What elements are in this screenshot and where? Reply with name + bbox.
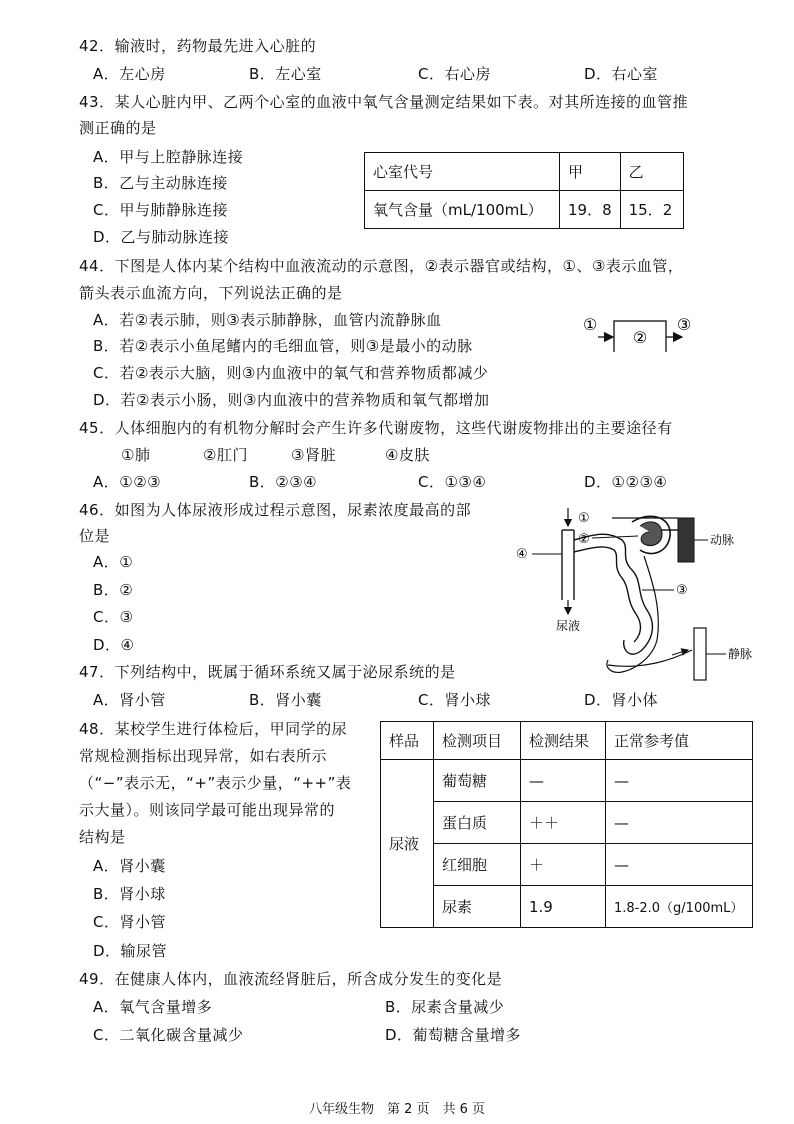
q45-option-a: A．①②③ <box>93 473 162 491</box>
q43-option-d: D．乙与肺动脉连接 <box>93 228 230 246</box>
renal-tubule <box>574 534 652 654</box>
q47-option-c: C．肾小球 <box>418 691 491 709</box>
q42-option-b: B．左心室 <box>249 65 322 83</box>
diagram-label-4: ④ <box>516 547 528 562</box>
q48-row-item: 红细胞 <box>434 844 521 886</box>
diagram-label-1: ① <box>578 511 590 526</box>
q48-option-d: D．输尿管 <box>93 942 168 960</box>
q42-option-a: A．左心房 <box>93 65 166 83</box>
q48-sample-urine: 尿液 <box>381 760 434 928</box>
vein-label: 静脉 <box>728 647 753 661</box>
q48-row-result: — <box>521 760 606 802</box>
q43-oxygen-table <box>364 152 684 229</box>
q43-option-c: C．甲与肺静脉连接 <box>93 201 228 219</box>
q46-option-c: C．③ <box>93 608 134 626</box>
q45-option-c: C．①③④ <box>418 473 487 491</box>
q49-stem: 49．在健康人体内，血液流经肾脏后，所含成分发生的变化是 <box>79 970 503 988</box>
artery-vessel <box>678 518 694 562</box>
q44-option-a: A．若②表示肺，则③表示肺静脉，血管内流静脉血 <box>93 311 442 329</box>
q48-stem-line2: 常规检测指标出现异常，如右表所示 <box>79 747 328 765</box>
q46-nephron-diagram <box>512 500 772 690</box>
q46-stem-line2: 位是 <box>79 527 111 545</box>
q44-option-d: D．若②表示小肠，则③内血液中的营养物质和氧气都增加 <box>93 391 490 409</box>
q45-item-lung: ①肺 <box>121 446 151 464</box>
renal-tubule-inner <box>574 547 640 642</box>
q44-stem-line1: 44．下图是人体内某个结构中血液流动的示意图，②表示器官或结构，①、③表示血管， <box>79 257 684 275</box>
q43-option-b: B．乙与主动脉连接 <box>93 174 228 192</box>
q43-option-a: A．甲与上腔静脉连接 <box>93 148 244 166</box>
q49-option-a: A．氧气含量增多 <box>93 998 213 1016</box>
q49-option-c: C．二氧化碳含量减少 <box>93 1026 244 1044</box>
q44-label-3: ③ <box>676 315 692 334</box>
q42-option-c: C．右心房 <box>418 65 491 83</box>
q48-row-item: 蛋白质 <box>434 802 521 844</box>
q44-option-c: C．若②表示大脑，则③内血液中的氧气和营养物质都减少 <box>93 364 489 382</box>
artery-label: 动脉 <box>710 533 735 547</box>
q46-stem-line1: 46．如图为人体尿液形成过程示意图，尿素浓度最高的部 <box>79 501 472 519</box>
q42-option-d: D．右心室 <box>584 65 659 83</box>
q48-row-item: 葡萄糖 <box>434 760 521 802</box>
q48-row-result: 1.9 <box>521 886 606 928</box>
q48-header-result: 检测结果 <box>521 722 606 760</box>
q47-option-b: B．肾小囊 <box>249 691 322 709</box>
q48-stem-line4: 示大量）。则该同学最可能出现异常的 <box>79 801 336 819</box>
q43-value-jia: 19．8 <box>560 191 621 229</box>
q49-option-b: B．尿素含量减少 <box>385 998 505 1016</box>
q42-stem: 42．输液时，药物最先进入心脏的 <box>79 37 317 55</box>
q43-stem-line2: 测正确的是 <box>79 119 157 137</box>
q43-stem-line1: 43．某人心脏内甲、乙两个心室的血液中氧气含量测定结果如下表。对其所连接的血管推 <box>79 93 689 111</box>
q48-option-c: C．肾小管 <box>93 913 166 931</box>
q48-row-reference: — <box>606 760 753 802</box>
q43-value-yi: 15．2 <box>620 191 683 229</box>
q43-header-jia: 甲 <box>560 153 621 191</box>
q48-row-result: ＋ <box>521 844 606 886</box>
q45-item-skin: ④皮肤 <box>385 446 430 464</box>
page-footer: 八年级生物 第 2 页 共 6 页 <box>308 1102 486 1117</box>
q44-stem-line2: 箭头表示血流方向，下列说法正确的是 <box>79 284 343 302</box>
glomerulus <box>640 522 662 546</box>
q45-stem: 45．人体细胞内的有机物分解时会产生许多代谢废物，这些代谢废物排出的主要途径有 <box>79 419 673 437</box>
q48-row-reference: — <box>606 844 753 886</box>
q48-stem-line5: 结构是 <box>79 828 126 846</box>
q48-option-a: A．肾小囊 <box>93 857 166 875</box>
q47-option-d: D．肾小体 <box>584 691 659 709</box>
q48-row-reference: 1.8-2.0（g/100mL） <box>606 886 753 928</box>
q44-label-1: ① <box>582 315 598 334</box>
q46-option-d: D．④ <box>93 636 135 654</box>
urine-label: 尿液 <box>556 619 581 633</box>
q48-header-item: 检测项目 <box>434 722 521 760</box>
collecting-duct <box>562 530 574 600</box>
q43-row-label: 氧气含量（mL/100mL） <box>365 191 560 229</box>
q48-row-item: 尿素 <box>434 886 521 928</box>
q44-option-b: B．若②表示小鱼尾鳍内的毛细血管，则③是最小的动脉 <box>93 337 473 355</box>
q43-header-ventricle: 心室代号 <box>365 153 560 191</box>
diagram-label-2: ② <box>578 532 590 547</box>
q48-stem-line3: （“−”表示无，“+”表示少量，“++”表 <box>79 774 352 792</box>
q43-header-yi: 乙 <box>620 153 683 191</box>
q47-stem: 47．下列结构中，既属于循环系统又属于泌尿系统的是 <box>79 663 456 681</box>
q46-option-b: B．② <box>93 581 134 599</box>
q46-option-a: A．① <box>93 553 134 571</box>
q48-row-reference: — <box>606 802 753 844</box>
q45-item-kidney: ③肾脏 <box>291 446 336 464</box>
q45-option-b: B．②③④ <box>249 473 318 491</box>
q48-option-b: B．肾小球 <box>93 885 166 903</box>
q48-header-sample: 样品 <box>381 722 434 760</box>
q44-flow-diagram <box>576 312 706 352</box>
q47-option-a: A．肾小管 <box>93 691 166 709</box>
q49-option-d: D．葡萄糖含量增多 <box>385 1026 522 1044</box>
diagram-label-3: ③ <box>676 583 688 598</box>
vein-vessel <box>694 628 706 680</box>
q48-urinalysis-table <box>380 721 753 928</box>
q48-header-reference: 正常参考值 <box>606 722 753 760</box>
q48-row-result: ＋＋ <box>521 802 606 844</box>
q45-option-d: D．①②③④ <box>584 473 668 491</box>
q48-stem-line1: 48．某校学生进行体检后，甲同学的尿 <box>79 720 348 738</box>
q44-label-2: ② <box>632 328 648 347</box>
q45-item-anus: ②肛门 <box>203 446 248 464</box>
